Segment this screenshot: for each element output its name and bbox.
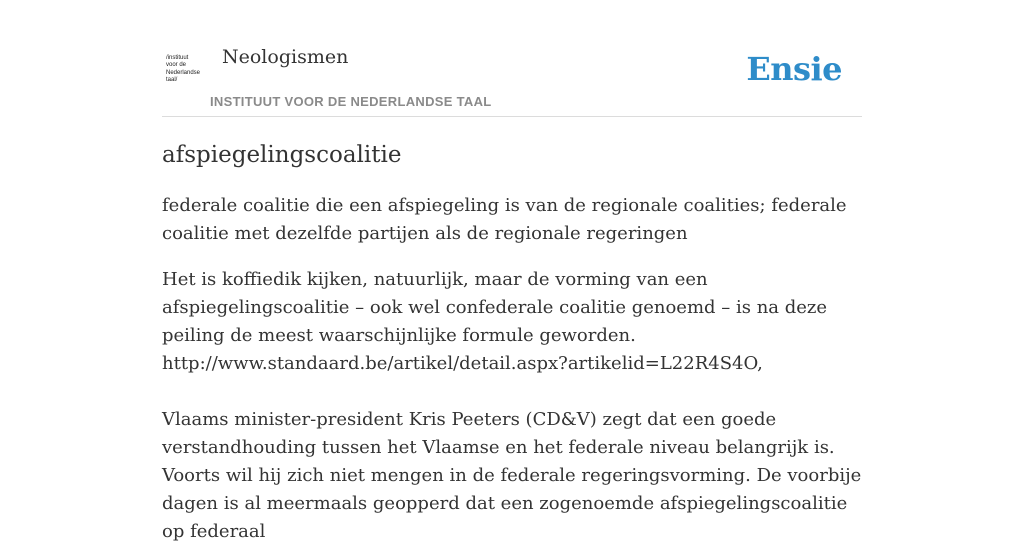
entry-examples [162,266,862,546]
logo-line-2: voor de [166,62,187,69]
example-text-2: Vlaams minister-president Kris Peeters (CD&V) zegt dat een goede verstandhouding tussen het Vlaamse en het federale niveau belangrijk is. Voorts wil hij zich niet mengen in de federale regeringsvorming. De voorbije dagen is al meermaals geopperd dat een zogenoemde afspiegelingscoalitie op federaal [162,409,862,542]
publisher-subtitle: INSTITUUT VOOR DE NEDERLANDSE TAAL [210,94,492,109]
ivdnt-logo[interactable] [166,55,206,89]
site-title-link[interactable]: Neologismen [222,46,349,68]
entry-definition: federale coalitie die een afspiegeling is van de regionale coalities; federale coalitie met dezelfde partijen als de regionale regeringen [162,195,847,244]
example-spacer [162,378,862,406]
logo-line-4: taal/ [166,77,178,84]
logo-line-1: /instituut [166,55,189,61]
example-source-1: http://www.standaard.be/artikel/detail.aspx?artikelid=L22R4S4O, [162,353,763,374]
example-text-1: Het is koffiedik kijken, natuurlijk, maar de vorming van een afspiegelingscoalitie – ook wel confederale coalitie genoemd – is na deze peiling de meest waarschijnlijke formule geworden. [162,269,828,346]
entry-content [162,138,862,546]
entry-word: afspiegelingscoalitie [162,142,402,168]
header [162,40,862,117]
ensie-brand-link[interactable]: Ensie [746,50,842,88]
logo-line-3: Nederlandse [166,69,201,76]
